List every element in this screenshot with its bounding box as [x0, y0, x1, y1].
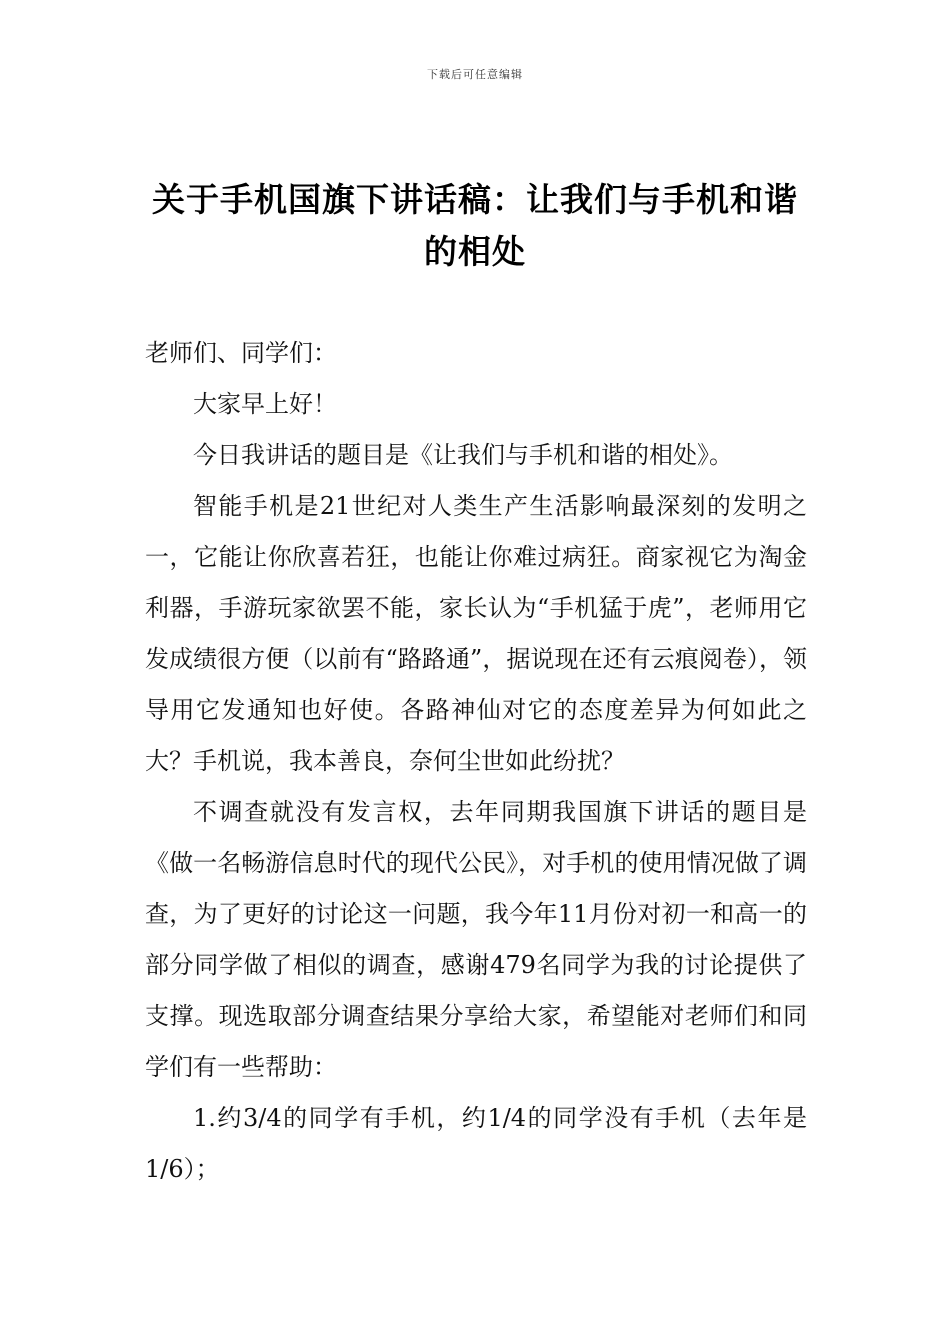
paragraph-smartphone: 智能手机是21世纪对人类生产生活影响最深刻的发明之一，它能让你欣喜若狂，也能让你难过病狂。商家视它为淘金利器，手游玩家欲罢不能，家长认为“手机猛于虎”，老师用它发成绩很方便（以前有“路路通”，据说现在还有云痕阅卷），领导用它发通知也好使。各路神仙对它的态度差异为何如此之大？手机说，我本善良，奈何尘世如此纷扰？ [145, 492, 807, 775]
paragraph-topic: 今日我讲话的题目是《让我们与手机和谐的相处》。 [193, 441, 733, 469]
paragraph-survey: 不调查就没有发言权，去年同期我国旗下讲话的题目是《做一名畅游信息时代的现代公民》，对手机的使用情况做了调查，为了更好的讨论这一问题，我今年11月份对初一和高一的部分同学做了相似的调查，感谢479名同学为我的讨论提供了支撑。现选取部分调查结果分享给大家，希望能对老师们和同学们有一些帮助： [145, 798, 807, 1081]
document-body [145, 328, 807, 1195]
document-title: 关于手机国旗下讲话稿：让我们与手机和谐的相处 [152, 180, 798, 271]
paragraph-finding-1: 1.约3/4的同学有手机，约1/4的同学没有手机（去年是1/6）； [145, 1104, 807, 1183]
salutation: 老师们、同学们： [145, 339, 337, 367]
header-note: 下载后可任意编辑 [427, 68, 523, 81]
paragraph-greeting: 大家早上好！ [193, 390, 337, 418]
